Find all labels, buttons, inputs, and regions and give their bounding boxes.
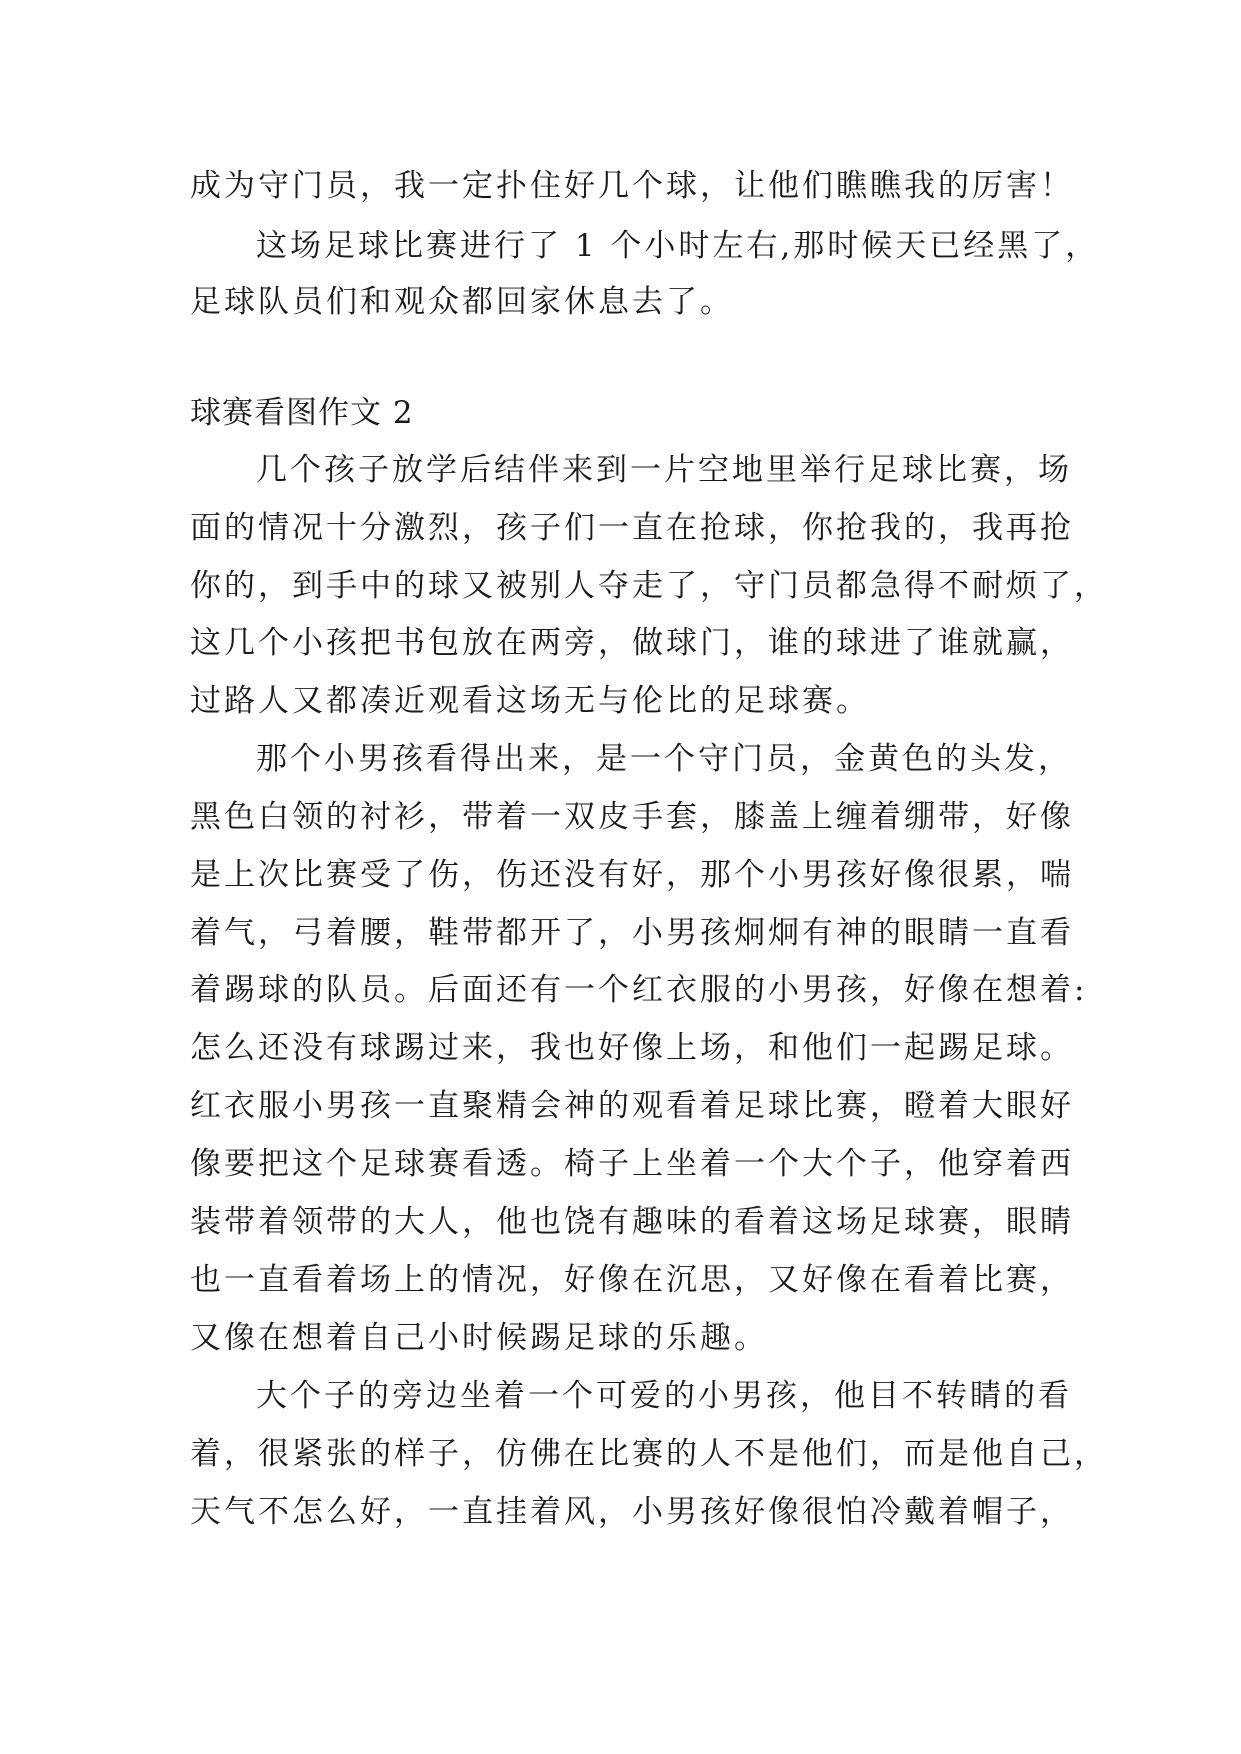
text-line: 你的，到手中的球又被别人夺走了，守门员都急得不耐烦了， [190, 568, 1108, 604]
paragraph-first-line: 这场足球比赛进行了 1 个小时左右,那时候天已经黑了， [256, 228, 1100, 264]
text-line: 着气，弓着腰，鞋带都开了，小男孩炯炯有神的眼睛一直看 [190, 915, 1074, 951]
paragraph-first-line: 那个小男孩看得出来，是一个守门员，金黄色的头发， [256, 741, 1072, 777]
text-line: 黑色白领的衬衫，带着一双皮手套，膝盖上缠着绷带，好像 [190, 799, 1074, 835]
text-line: 红衣服小男孩一直聚精会神的观看着足球比赛，瞪着大眼好 [190, 1088, 1074, 1124]
text-line: 这几个小孩把书包放在两旁，做球门，谁的球进了谁就赢， [190, 625, 1074, 661]
text-line: 着，很紧张的样子，仿佛在比赛的人不是他们，而是他自己， [190, 1436, 1108, 1472]
text-line: 成为守门员，我一定扑住好几个球，让他们瞧瞧我的厉害！ [190, 168, 1074, 204]
text-line: 像要把这个足球赛看透。椅子上坐着一个大个子，他穿着西 [190, 1146, 1074, 1182]
text-line: 过路人又都凑近观看这场无与伦比的足球赛。 [190, 683, 870, 719]
text-line: 足球队员们和观众都回家休息去了。 [190, 284, 734, 320]
text-line: 天气不怎么好，一直挂着风，小男孩好像很怕冷戴着帽子， [190, 1494, 1074, 1530]
section-heading: 球赛看图作文 2 [190, 395, 414, 431]
text-line: 也一直看着场上的情况，好像在沉思，又好像在看着比赛， [190, 1262, 1074, 1298]
text-line: 着踢球的队员。后面还有一个红衣服的小男孩，好像在想着: [190, 972, 1088, 1008]
text-line: 怎么还没有球踢过来，我也好像上场，和他们一起踢足球。 [190, 1030, 1074, 1066]
paragraph-first-line: 大个子的旁边坐着一个可爱的小男孩，他目不转睛的看 [256, 1378, 1072, 1414]
text-line: 是上次比赛受了伤，伤还没有好，那个小男孩好像很累，喘 [190, 857, 1074, 893]
paragraph-first-line: 几个孩子放学后结伴来到一片空地里举行足球比赛，场 [256, 452, 1072, 488]
text-line: 装带着领带的大人，他也饶有趣味的看着这场足球赛，眼睛 [190, 1204, 1074, 1240]
text-line: 面的情况十分激烈，孩子们一直在抢球，你抢我的，我再抢 [190, 510, 1074, 546]
text-line: 又像在想着自己小时候踢足球的乐趣。 [190, 1320, 768, 1356]
